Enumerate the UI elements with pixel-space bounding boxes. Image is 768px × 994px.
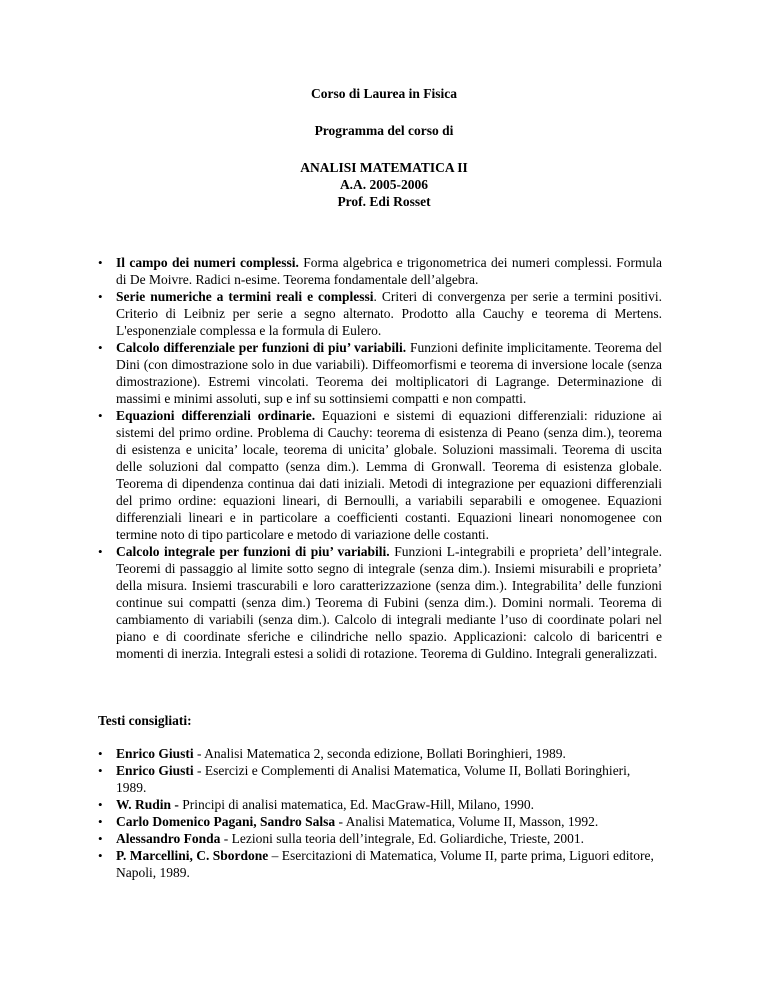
topic-text: Funzioni L-integrabili e proprieta’ dell’integrale. Teoremi di passaggio al limite sotto segno di integrale (senza dim.). Insiemi misurabili e proprieta’ della misura. Insiemi trascurabili e loro caratterizzazione (senza dim.). Integrabilita’ delle funzioni continue sui compatti (senza dim.) Teorema di Fubini (senza dim.). Domini normali. Teorema di cambiamento di variabili (senza dim.). Calcolo di integrali mediante l’uso di coordinate polari nel piano e di coordinate sferiche e cilindriche nello spazio. Applicazioni: calcolo di baricentri e momenti di inerzia. Integrali estesi a solidi di rotazione. Teorema di Guldino. Integrali generalizzati. bbox=[116, 544, 662, 661]
topic-item bbox=[116, 407, 662, 543]
reference-text: - Analisi Matematica 2, seconda edizione, Bollati Boringhieri, 1989. bbox=[193, 746, 566, 761]
reference-item bbox=[116, 813, 662, 830]
reference-item bbox=[116, 796, 662, 813]
reference-text: - Lezioni sulla teoria dell’integrale, Ed. Goliardiche, Trieste, 2001. bbox=[220, 831, 585, 846]
reference-item bbox=[116, 762, 662, 796]
reference-author: Carlo Domenico Pagani, Sandro Salsa bbox=[116, 814, 336, 829]
reference-text: Principi di analisi matematica, Ed. MacGraw-Hill, Milano, 1990. bbox=[182, 797, 534, 812]
reference-item bbox=[116, 847, 662, 881]
topic-text: . Criteri di convergenza per serie a termini positivi. Criterio di Leibniz per serie a segno alternato. Prodotto alla Cauchy e teorema di Mertens. L'esponenziale complessa e la formula di Eulero. bbox=[116, 289, 663, 338]
course-title: ANALISI MATEMATICA II bbox=[300, 160, 468, 175]
reference-author: Alessandro Fonda bbox=[116, 831, 221, 846]
professor-name: Prof. Edi Rosset bbox=[337, 194, 431, 209]
topic-item bbox=[116, 339, 662, 407]
reference-item bbox=[116, 745, 662, 762]
reference-text: - Analisi Matematica, Volume II, Masson, 1992. bbox=[335, 814, 599, 829]
references-heading: Testi consigliati: bbox=[98, 713, 192, 728]
topic-item bbox=[116, 254, 662, 288]
reference-text: – Esercitazioni di Matematica, Volume II, parte prima, Liguori editore, Napoli, 1989. bbox=[116, 848, 654, 880]
topic-text: Forma algebrica e trigonometrica dei numeri complessi. Formula di De Moivre. Radici n-esime. Teorema fondamentale dell’algebra. bbox=[116, 255, 662, 287]
topic-list bbox=[116, 254, 662, 662]
reference-author: W. Rudin - bbox=[116, 797, 183, 812]
topic-item bbox=[116, 543, 662, 662]
topic-lead: Calcolo differenziale per funzioni di piu’ variabili. bbox=[116, 340, 407, 355]
degree-title: Corso di Laurea in Fisica bbox=[310, 86, 457, 101]
topic-lead: Il campo dei numeri complessi. bbox=[116, 255, 299, 270]
reference-item bbox=[116, 830, 662, 847]
topic-lead: Equazioni differenziali ordinarie. bbox=[116, 408, 316, 423]
topic-item bbox=[116, 288, 662, 339]
topic-lead: Serie numeriche a termini reali e complessi bbox=[116, 289, 374, 304]
program-title: Programma del corso di bbox=[314, 123, 454, 138]
reference-list bbox=[116, 745, 662, 881]
topic-text: Funzioni definite implicitamente. Teorema del Dini (con dimostrazione solo in due variabili). Diffeomorfismi e teorema di inversione locale (senza dimostrazione). Estremi vincolati. Teorema dei moltiplicatori di Lagrange. Determinazione di massimi e minimi assoluti, sup e inf su sottinsiemi compatti e non compatti. bbox=[116, 340, 662, 406]
reference-author: Enrico Giusti bbox=[116, 763, 194, 778]
topic-lead: Calcolo integrale per funzioni di piu’ variabili. bbox=[116, 544, 390, 559]
reference-author: P. Marcellini, C. Sbordone bbox=[116, 848, 269, 863]
reference-author: Enrico Giusti bbox=[116, 746, 194, 761]
reference-text: - Esercizi e Complementi di Analisi Matematica, Volume II, Bollati Boringhieri, 1989. bbox=[116, 763, 631, 795]
topic-text: Equazioni e sistemi di equazioni differenziali: riduzione ai sistemi del primo ordine. Problema di Cauchy: teorema di esistenza di Peano (senza dim.), teorema di esistenza e unicita’ locale, teorema di unicita’ globale. Soluzioni massimali. Teorema di uscita delle soluzioni dal compatto (senza dim.). Lemma di Gronwall. Teorema di esistenza globale. Teorema di dipendenza continua dai dati iniziali. Metodi di integrazione per equazioni differenziali del primo ordine: equazioni lineari, di Bernoulli, a variabili separabili e omogenee. Equazioni differenziali lineari e in particolare a coefficienti costanti. Equazioni lineari nonomogenee con termine noto di tipo particolare e metodo di variazione delle costanti. bbox=[116, 408, 662, 542]
academic-year: A.A. 2005-2006 bbox=[339, 177, 429, 192]
